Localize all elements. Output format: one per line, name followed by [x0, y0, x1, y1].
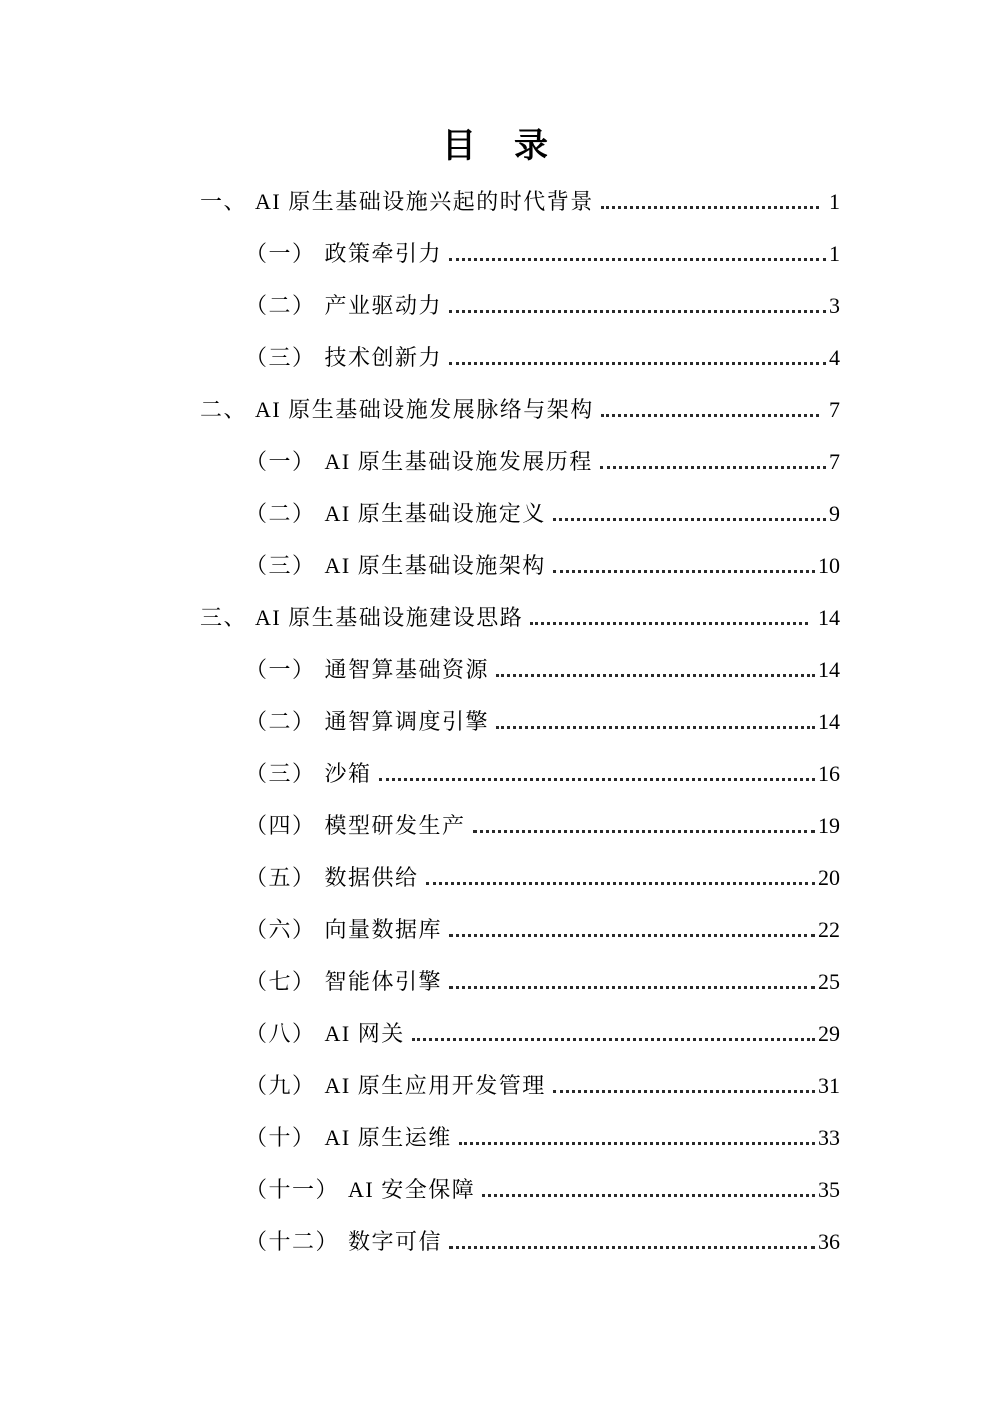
toc-entry-label: AI 原生基础设施兴起的时代背景 [255, 189, 594, 214]
toc-entry-page: 36 [818, 1229, 840, 1254]
toc-entry-label: 数据供给 [324, 865, 419, 890]
toc-entry[interactable] [200, 294, 840, 346]
toc-entry-page: 25 [818, 969, 840, 994]
toc-entry-label: AI 原生基础设施发展脉络与架构 [255, 397, 594, 422]
toc-entry-number: （四） [245, 813, 316, 838]
toc-entry-label: AI 网关 [324, 1021, 405, 1046]
toc-entry-page: 14 [818, 605, 840, 630]
toc-leader-dots [426, 882, 815, 885]
toc-entry-label: AI 原生基础设施定义 [324, 501, 546, 526]
toc-leader-dots [496, 726, 815, 729]
toc-entry-label: 通智算基础资源 [324, 657, 490, 682]
toc-entry[interactable] [200, 606, 840, 658]
toc-entry-number: （二） [245, 293, 316, 318]
toc-entry[interactable] [200, 190, 840, 242]
toc-entry[interactable] [200, 658, 840, 710]
toc-entry-page: 16 [818, 761, 840, 786]
toc-entry-number: （二） [245, 501, 316, 526]
toc-entry-number: （三） [245, 345, 316, 370]
toc-entry-label: AI 原生运维 [324, 1125, 452, 1150]
toc-entry[interactable] [200, 762, 840, 814]
toc-entry-page: 14 [818, 709, 840, 734]
toc-leader-dots [473, 830, 815, 833]
toc-entry-label: 产业驱动力 [324, 293, 443, 318]
toc-entry-label: AI 原生基础设施架构 [324, 553, 546, 578]
toc-leader-dots [449, 934, 815, 937]
toc-leader-dots [600, 466, 826, 469]
toc-leader-dots [449, 310, 826, 313]
toc-entry-page: 14 [818, 657, 840, 682]
toc-entry-number: （五） [245, 865, 316, 890]
toc-entry-number: （一） [245, 449, 316, 474]
toc-entry[interactable] [200, 242, 840, 294]
toc-entry-label: 模型研发生产 [324, 813, 466, 838]
toc-entry-label: 技术创新力 [324, 345, 443, 370]
toc-entry-number: （十一） [245, 1177, 340, 1202]
toc-entry-number: （一） [245, 241, 316, 266]
toc-leader-dots [449, 1246, 815, 1249]
toc-entry-label: 数字可信 [348, 1229, 443, 1254]
toc-leader-dots [482, 1194, 815, 1197]
toc-entry[interactable] [200, 1074, 840, 1126]
toc-entry-page: 7 [829, 449, 840, 474]
toc-entry[interactable] [200, 554, 840, 606]
toc-entry-page: 35 [818, 1177, 840, 1202]
toc-entry[interactable] [200, 970, 840, 1022]
toc-entry-number: （一） [245, 657, 316, 682]
toc-entry-page: 20 [818, 865, 840, 890]
toc-leader-dots [459, 1142, 815, 1145]
toc-entry-page: 29 [818, 1021, 840, 1046]
toc-entry-label: 通智算调度引擎 [324, 709, 490, 734]
toc-leader-dots [449, 362, 826, 365]
toc-list [0, 190, 992, 1282]
toc-entry-label: 智能体引擎 [324, 969, 443, 994]
toc-title: 目 录 [442, 126, 550, 166]
toc-entry[interactable] [200, 1126, 840, 1178]
toc-leader-dots [449, 258, 826, 261]
toc-entry-page: 1 [829, 241, 840, 266]
toc-entry[interactable] [200, 502, 840, 554]
toc-entry-number: （十二） [245, 1229, 340, 1254]
toc-entry-number: （三） [245, 553, 316, 578]
toc-entry-number: （十） [245, 1125, 316, 1150]
toc-entry-label: 向量数据库 [324, 917, 443, 942]
toc-entry[interactable] [200, 398, 840, 450]
toc-entry-page: 4 [829, 345, 840, 370]
toc-entry-label: AI 原生应用开发管理 [324, 1073, 546, 1098]
toc-entry-page: 31 [818, 1073, 840, 1098]
toc-entry-number: （二） [245, 709, 316, 734]
toc-entry-number: （七） [245, 969, 316, 994]
toc-entry-page: 7 [829, 397, 840, 422]
toc-entry[interactable] [200, 450, 840, 502]
toc-leader-dots [601, 414, 819, 417]
toc-entry[interactable] [200, 1022, 840, 1074]
toc-leader-dots [530, 622, 808, 625]
toc-leader-dots [553, 570, 815, 573]
toc-leader-dots [412, 1038, 815, 1041]
toc-entry-page: 33 [818, 1125, 840, 1150]
toc-leader-dots [553, 1090, 815, 1093]
toc-entry-number: 三、 [200, 605, 248, 630]
toc-leader-dots [496, 674, 815, 677]
toc-entry[interactable] [200, 710, 840, 762]
toc-leader-dots [553, 518, 826, 521]
toc-entry[interactable] [200, 1230, 840, 1282]
toc-entry[interactable] [200, 814, 840, 866]
toc-entry-number: （三） [245, 761, 316, 786]
toc-entry[interactable] [200, 346, 840, 398]
toc-entry-label: AI 原生基础设施建设思路 [255, 605, 524, 630]
toc-entry-label: AI 原生基础设施发展历程 [324, 449, 593, 474]
toc-entry[interactable] [200, 866, 840, 918]
toc-entry-number: （九） [245, 1073, 316, 1098]
toc-entry-page: 19 [818, 813, 840, 838]
toc-entry[interactable] [200, 918, 840, 970]
toc-entry-label: 沙箱 [324, 761, 372, 786]
toc-entry-page: 10 [818, 553, 840, 578]
toc-entry-number: 二、 [200, 397, 248, 422]
toc-entry-label: 政策牵引力 [324, 241, 443, 266]
toc-entry-page: 9 [829, 501, 840, 526]
toc-entry[interactable] [200, 1178, 840, 1230]
toc-entry-page: 3 [829, 293, 840, 318]
toc-leader-dots [379, 778, 815, 781]
toc-entry-page: 22 [818, 917, 840, 942]
toc-entry-label: AI 安全保障 [348, 1177, 476, 1202]
toc-entry-number: 一、 [200, 189, 248, 214]
toc-entry-page: 1 [829, 189, 840, 214]
toc-leader-dots [449, 986, 815, 989]
toc-leader-dots [601, 206, 819, 209]
toc-entry-number: （六） [245, 917, 316, 942]
toc-entry-number: （八） [245, 1021, 316, 1046]
